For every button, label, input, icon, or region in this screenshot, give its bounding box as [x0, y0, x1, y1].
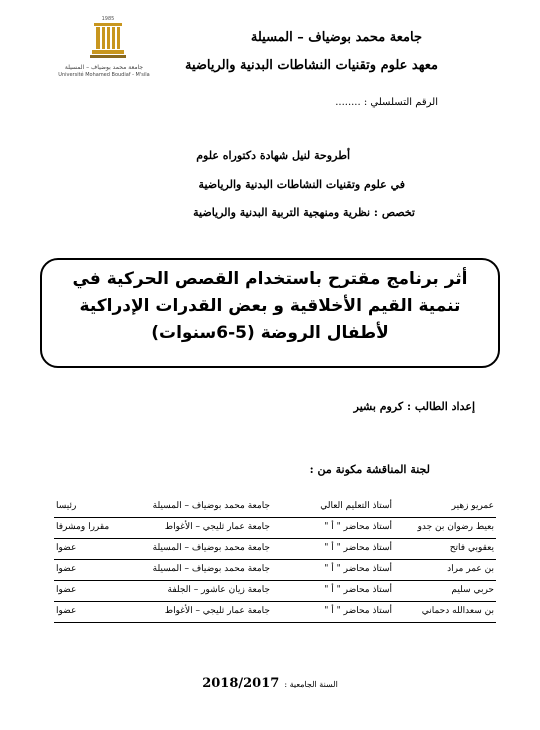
committee-heading: لجنة المناقشة مكونة من : — [309, 463, 430, 476]
member-role: عضوا — [54, 581, 118, 602]
academic-year-label: السنة الجامعية : — [284, 680, 338, 689]
field-line: في علوم وتقنيات النشاطات البدنية والرياضية — [198, 178, 405, 191]
member-university: جامعة زيان عاشور – الجلفة — [118, 581, 272, 602]
committee-row — [54, 539, 496, 560]
title-line-1: أثر برنامج مقترح باستخدام القصص الحركية في — [72, 269, 468, 289]
institute-name: معهد علوم وتقنيات النشاطات البدنية والرياضية — [185, 58, 438, 73]
academic-year — [190, 672, 350, 691]
member-role: رئيسا — [54, 497, 118, 518]
logo-year: 1985 — [101, 16, 115, 22]
member-rank: أستاذ التعليم العالي — [272, 497, 394, 518]
committee-row — [54, 581, 496, 602]
committee-row — [54, 560, 496, 581]
degree-line: أطروحة لنيل شهادة دكتوراه علوم — [196, 149, 350, 162]
committee-row — [54, 497, 496, 518]
member-university: جامعة محمد بوضياف – المسيلة — [118, 539, 272, 560]
title-line-2: تنمية القيم الأخلاقية و بعض القدرات الإدراكية — [79, 296, 461, 316]
logo-caption-ar: جامعة محمد بوضياف – المسيلة — [64, 64, 144, 71]
author-line: إعداد الطالب : كروم بشير — [353, 400, 475, 413]
member-university: جامعة عمار ثليجي – الأغواط — [118, 518, 272, 539]
member-role: عضوا — [54, 539, 118, 560]
member-name: حربي سليم — [394, 581, 496, 602]
member-university: جامعة محمد بوضياف – المسيلة — [118, 560, 272, 581]
committee-row — [54, 518, 496, 539]
member-rank: أستاذ محاضر " أ " — [272, 539, 394, 560]
member-rank: أستاذ محاضر " أ " — [272, 602, 394, 623]
committee-row — [54, 602, 496, 623]
specialty-line: تخصص : نظرية ومنهجية التربية البدنية والرياضية — [193, 206, 415, 219]
member-name: عمريو زهير — [394, 497, 496, 518]
title-line-3: لأطفال الروضة (5-6سنوات) — [151, 323, 389, 343]
committee-table — [54, 497, 496, 623]
member-role: عضوا — [54, 560, 118, 581]
member-role: مقررا ومشرفا — [54, 518, 118, 539]
member-university: جامعة عمار ثليجي – الأغواط — [118, 602, 272, 623]
member-name: بعيط رضوان بن جدو — [394, 518, 496, 539]
thesis-title — [46, 266, 494, 347]
university-logo — [88, 14, 128, 60]
university-name: جامعة محمد بوضياف – المسيلة — [250, 30, 422, 45]
member-name: بن عمر مراد — [394, 560, 496, 581]
member-role: عضوا — [54, 602, 118, 623]
member-name: بن سعدالله دحماني — [394, 602, 496, 623]
member-name: يعقوبي فاتح — [394, 539, 496, 560]
serial-number: الرقم التسلسلي : ........ — [335, 97, 438, 108]
member-university: جامعة محمد بوضياف – المسيلة — [118, 497, 272, 518]
logo-caption-fr: Université Mohamed Boudiaf - M'sila — [58, 72, 150, 78]
member-rank: أستاذ محاضر " أ " — [272, 581, 394, 602]
member-rank: أستاذ محاضر " أ " — [272, 518, 394, 539]
academic-year-value: 2018/2017 — [202, 676, 280, 691]
member-rank: أستاذ محاضر " أ " — [272, 560, 394, 581]
